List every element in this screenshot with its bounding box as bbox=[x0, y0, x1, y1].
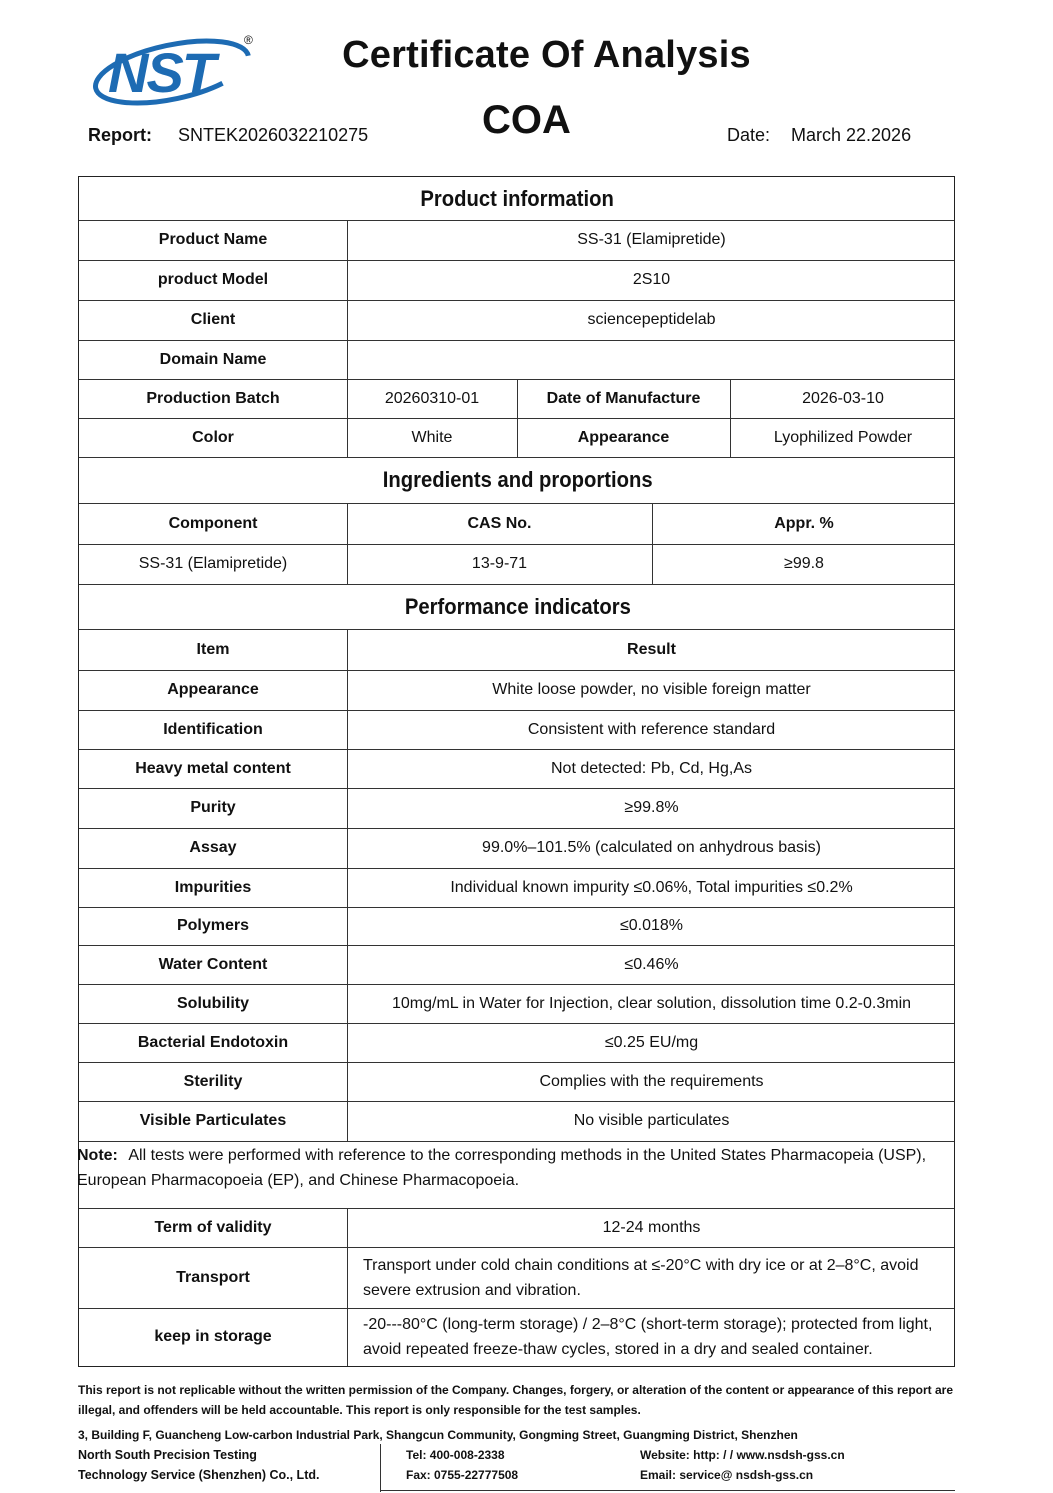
item-header: Item bbox=[196, 640, 230, 658]
transport-value: Transport under cold chain conditions at ≤-20°C with dry ice or at 2–8°C, avoid severe extrusion and vibration. bbox=[363, 1256, 919, 1299]
report-number: SNTEK2026032210275 bbox=[178, 125, 369, 145]
performance-item: Impurities bbox=[174, 878, 252, 896]
manufacture-date-label: Date of Manufacture bbox=[546, 389, 701, 407]
client-value: sciencepeptidelab bbox=[587, 311, 716, 328]
performance-result: 99.0%–101.5% (calculated on anhydrous basis) bbox=[482, 839, 821, 856]
performance-item: Sterility bbox=[183, 1072, 243, 1090]
domain-name-value bbox=[347, 340, 956, 379]
note bbox=[77, 1143, 937, 1193]
production-batch-label: Production Batch bbox=[146, 389, 280, 407]
page-title: Certificate Of Analysis bbox=[342, 34, 751, 76]
appearance-label: Appearance bbox=[577, 428, 670, 446]
client-label: Client bbox=[190, 311, 236, 328]
performance-item: Heavy metal content bbox=[135, 759, 291, 777]
appearance-value: Lyophilized Powder bbox=[773, 428, 913, 446]
performance-result: No visible particulates bbox=[573, 1112, 730, 1129]
performance-item: Solubility bbox=[177, 994, 249, 1012]
component-header: Component bbox=[168, 514, 258, 532]
fax: Fax: 0755-22777508 bbox=[406, 1468, 519, 1482]
validity-value: 12-24 months bbox=[602, 1218, 701, 1236]
company-name-line1: North South Precision Testing bbox=[78, 1448, 257, 1462]
performance-item: Purity bbox=[190, 799, 236, 816]
performance-result: Not detected: Pb, Cd, Hg,As bbox=[551, 759, 752, 777]
cas-value: 13-9-71 bbox=[471, 555, 528, 572]
domain-name-label: Domain Name bbox=[159, 350, 267, 368]
performance-result: Consistent with reference standard bbox=[527, 720, 776, 738]
performance-item: Bacterial Endotoxin bbox=[137, 1033, 289, 1051]
section-ingredients: Ingredients and proportions bbox=[382, 467, 653, 492]
performance-result: ≤0.018% bbox=[619, 917, 684, 934]
performance-item: Visible Particulates bbox=[139, 1112, 287, 1129]
performance-item: Assay bbox=[189, 839, 237, 856]
page-subtitle: COA bbox=[482, 98, 571, 142]
date-label: Date: bbox=[727, 125, 771, 145]
performance-item: Appearance bbox=[167, 681, 259, 698]
product-model-value: 2S10 bbox=[632, 271, 671, 288]
note-text: All tests were performed with reference to the corresponding methods in the United States Pharmacopeia (USP), European Pharmacopoeia (EP), and Chinese Pharmacopoeia. bbox=[77, 1147, 927, 1189]
section-product-information: Product information bbox=[420, 185, 615, 211]
storage-value: -20---80°C (long-term storage) / 2–8°C (short-term storage); protected from light, avoid repeated freeze-thaw cycles, stored in a dry and sealed container. bbox=[363, 1316, 933, 1358]
cas-header: CAS No. bbox=[467, 514, 532, 532]
product-model-label: product Model bbox=[157, 271, 269, 288]
performance-item: Identification bbox=[163, 720, 263, 738]
product-name-value: SS-31 (Elamipretide) bbox=[577, 231, 726, 248]
performance-item: Water Content bbox=[158, 955, 268, 973]
color-label: Color bbox=[192, 428, 234, 446]
footer-rule bbox=[380, 1490, 955, 1491]
appr-header: Appr. % bbox=[774, 514, 834, 532]
email-link[interactable]: Email: service@ nsdsh-gss.cn bbox=[640, 1468, 814, 1482]
section-performance: Performance indicators bbox=[404, 593, 631, 619]
registered-mark: ® bbox=[244, 33, 253, 47]
report-label: Report: bbox=[88, 125, 152, 145]
production-batch-value: 20260310-01 bbox=[384, 389, 480, 407]
performance-item: Polymers bbox=[176, 917, 250, 934]
color-value: White bbox=[411, 428, 453, 446]
logo-text: NST bbox=[108, 41, 214, 104]
footer-divider bbox=[380, 1444, 381, 1492]
website-link[interactable]: Website: http: / / www.nsdsh-gss.cn bbox=[640, 1448, 845, 1462]
performance-result: Complies with the requirements bbox=[539, 1072, 764, 1090]
performance-result: ≥99.8% bbox=[624, 799, 679, 816]
performance-result: White loose powder, no visible foreign matter bbox=[492, 681, 811, 698]
telephone: Tel: 400-008-2338 bbox=[406, 1448, 505, 1462]
appr-value: ≥99.8 bbox=[784, 555, 824, 572]
company-name-line2: Technology Service (Shenzhen) Co., Ltd. bbox=[78, 1468, 320, 1482]
storage-label: keep in storage bbox=[154, 1328, 272, 1345]
performance-result: ≤0.25 EU/mg bbox=[604, 1033, 699, 1051]
transport-label: Transport bbox=[176, 1268, 250, 1286]
company-address: 3, Building F, Guancheng Low-carbon Industrial Park, Shangcun Community, Gongming Street, Guangming District, Shenzhen bbox=[78, 1428, 798, 1442]
report-date: March 22.2026 bbox=[791, 125, 912, 145]
performance-result: 10mg/mL in Water for Injection, clear solution, dissolution time 0.2-0.3min bbox=[391, 994, 912, 1012]
component-value: SS-31 (Elamipretide) bbox=[138, 555, 288, 572]
product-name-label: Product Name bbox=[158, 231, 268, 248]
note-label: Note: bbox=[77, 1147, 118, 1164]
disclaimer: This report is not replicable without the written permission of the Company. Changes, forgery, or alteration of the content or appearance of this report are illegal, and offenders will be held accountable. This report is only responsible for the test samples. bbox=[78, 1383, 954, 1417]
result-header: Result bbox=[627, 640, 676, 658]
performance-result: Individual known impurity ≤0.06%, Total impurities ≤0.2% bbox=[450, 878, 853, 896]
manufacture-date-value: 2026-03-10 bbox=[802, 389, 884, 407]
coa-table bbox=[78, 176, 955, 1367]
validity-label: Term of validity bbox=[154, 1218, 272, 1236]
performance-result: ≤0.46% bbox=[624, 955, 679, 973]
